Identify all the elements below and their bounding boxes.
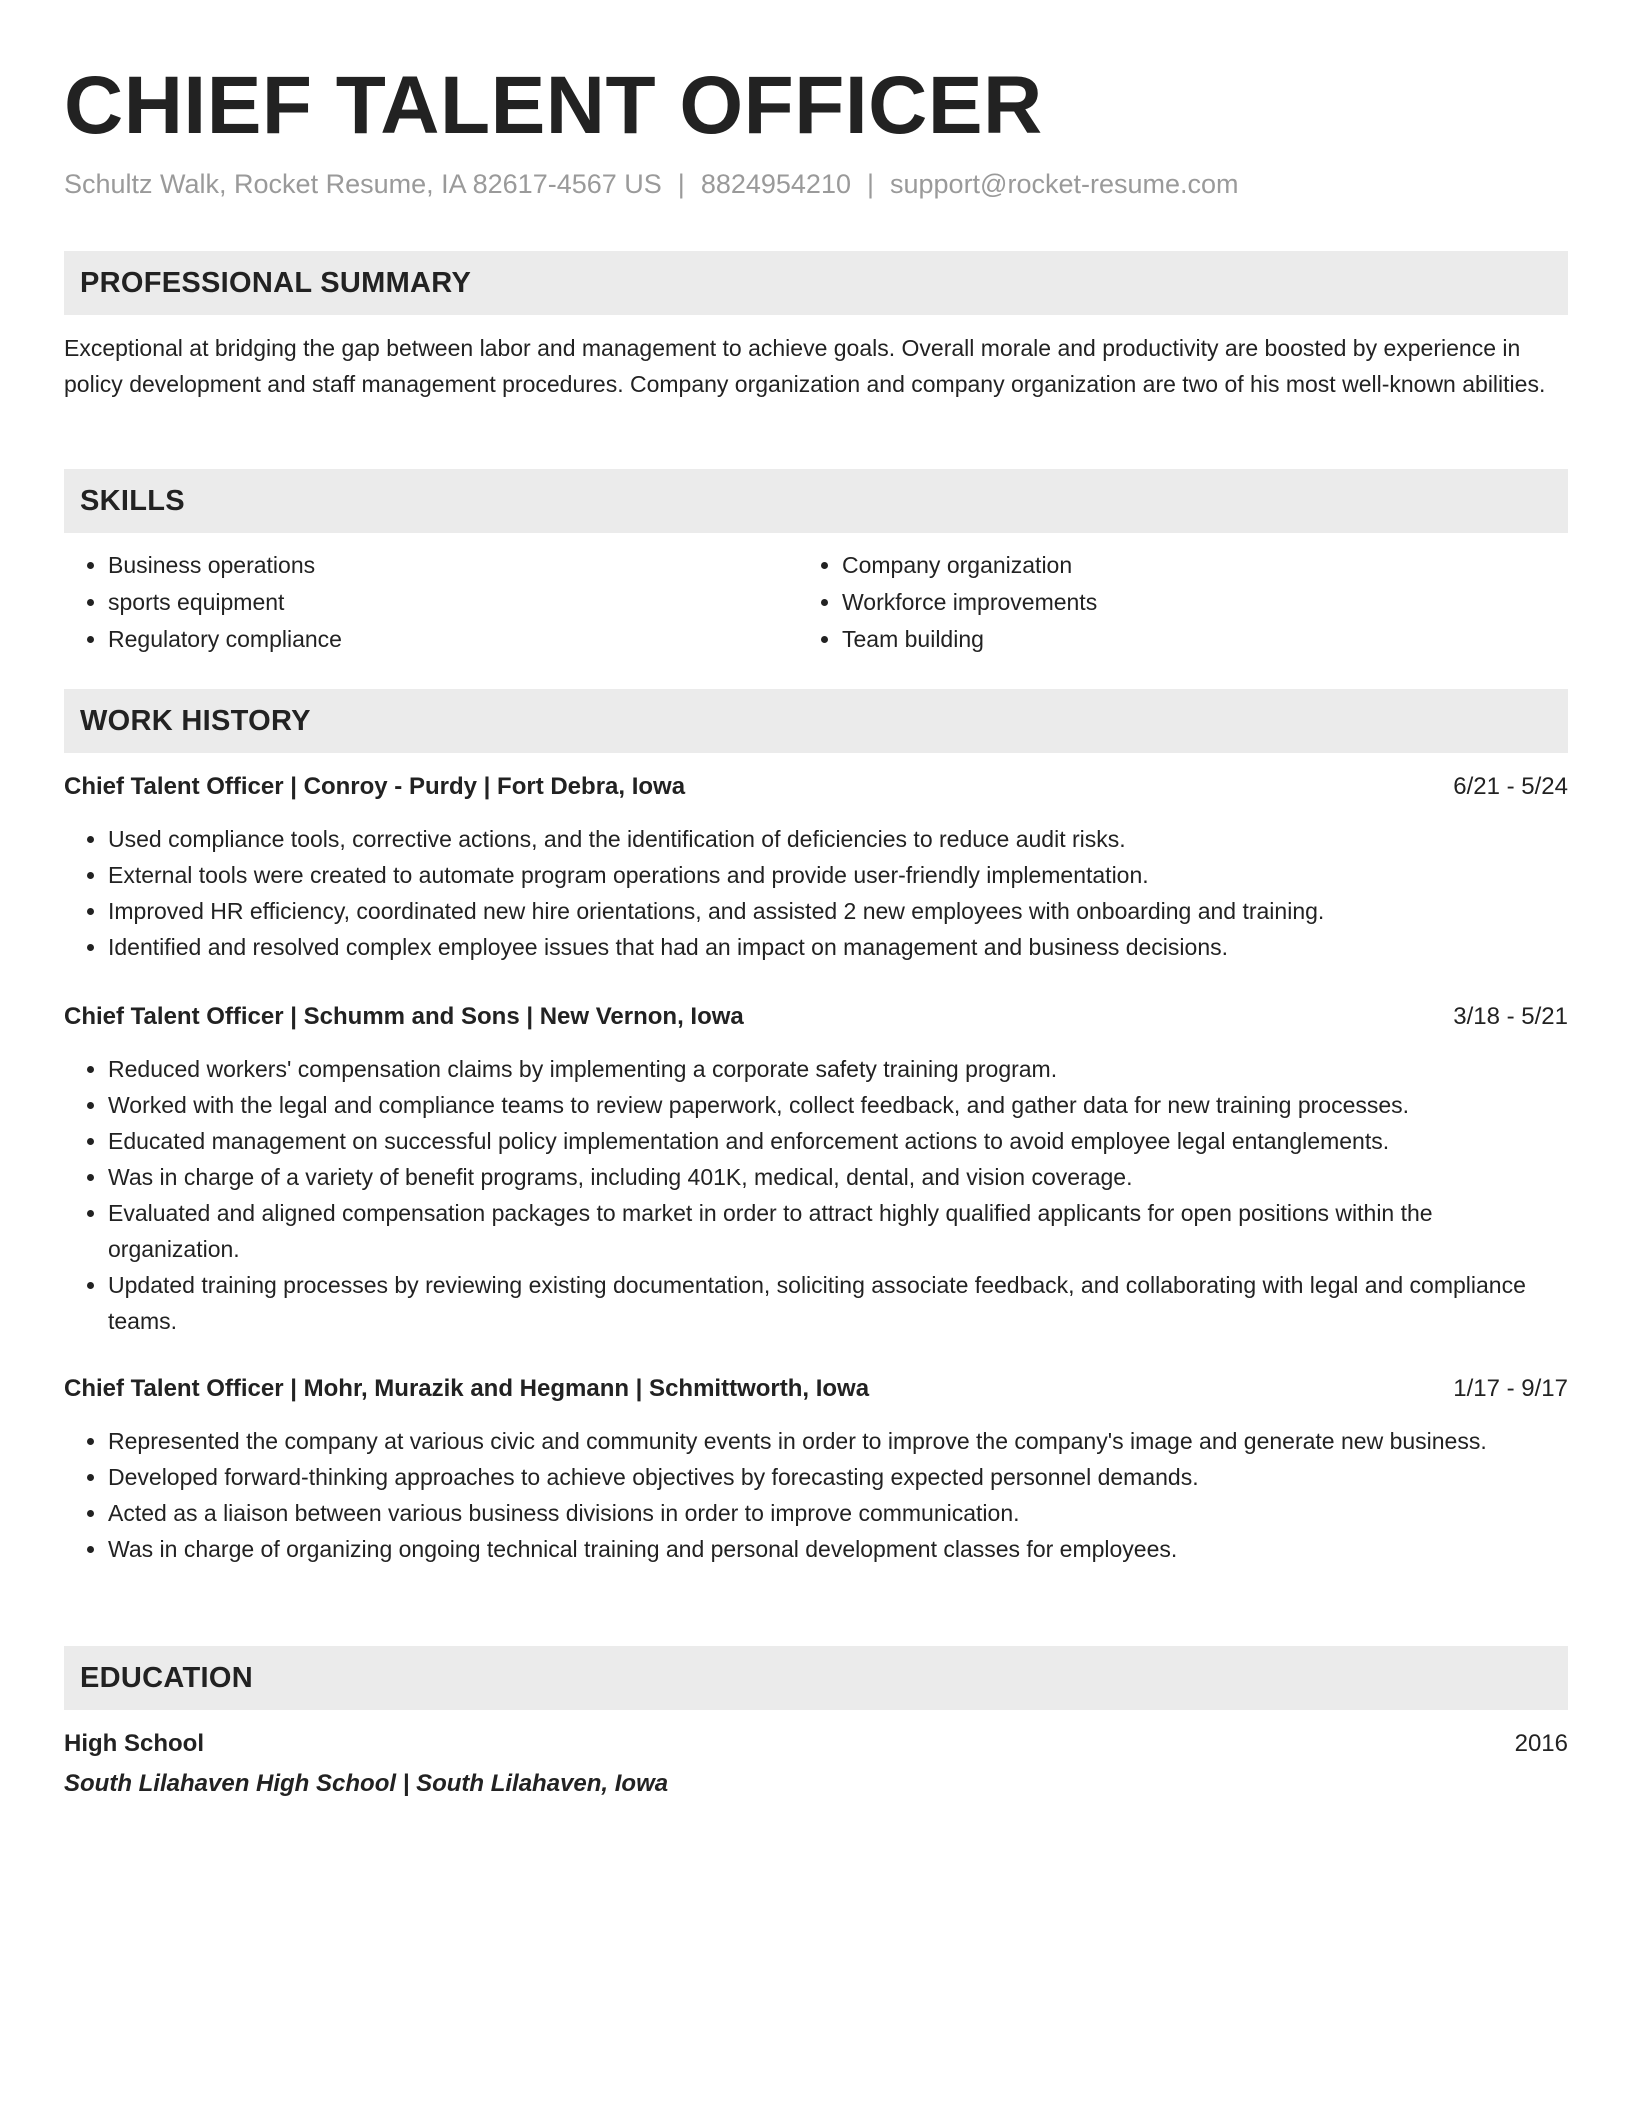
job-bullet: • Educated management on successful policy implementation and enforcement actions to avoid employee legal entanglements.	[108, 1123, 1568, 1159]
job-header	[64, 1371, 1568, 1407]
section-heading-skills: SKILLS	[64, 469, 1568, 533]
job-bullet: • Improved HR efficiency, coordinated new hire orientations, and assisted 2 new employees with onboarding and training.	[108, 893, 1568, 929]
email-link[interactable]: support@rocket-resume.com	[890, 169, 1239, 199]
education-degree: High School	[64, 1730, 204, 1757]
address-text: Schultz Walk, Rocket Resume, IA 82617-4567 US	[64, 169, 662, 199]
job-header	[64, 999, 1568, 1035]
job-bullet: • Represented the company at various civic and community events in order to improve the company's image and generate new business.	[108, 1423, 1568, 1459]
section-heading-summary: PROFESSIONAL SUMMARY	[64, 251, 1568, 315]
job-dates: 1/17 - 9/17	[1453, 1375, 1568, 1402]
job-bullet: • Identified and resolved complex employee issues that had an impact on management and business decisions.	[108, 929, 1568, 965]
job-bullet: • Acted as a liaison between various business divisions in order to improve communication.	[108, 1495, 1568, 1531]
job-title: Chief Talent Officer | Conroy - Purdy | Fort Debra, Iowa	[64, 773, 686, 800]
section-heading-education: EDUCATION	[64, 1646, 1568, 1710]
job-bullet: • Used compliance tools, corrective actions, and the identification of deficiencies to reduce audit risks.	[108, 821, 1568, 857]
job-bullet: • Updated training processes by reviewing existing documentation, soliciting associate feedback, and collaborating with legal and compliance teams.	[108, 1267, 1568, 1339]
skill-item: • Regulatory compliance	[108, 621, 808, 658]
job-dates: 3/18 - 5/21	[1453, 1003, 1568, 1030]
skills-list-left	[64, 547, 808, 658]
skill-item: • Business operations	[108, 547, 808, 584]
phone-text: 8824954210	[700, 169, 851, 199]
contact-line	[64, 166, 1239, 202]
job-bullet: • Evaluated and aligned compensation packages to market in order to attract highly qualified applicants for open positions within the organization.	[108, 1195, 1568, 1267]
contact-separator: |	[677, 169, 685, 199]
section-heading-work: WORK HISTORY	[64, 689, 1568, 753]
job-bullet: • Was in charge of a variety of benefit programs, including 401K, medical, dental, and vision coverage.	[108, 1159, 1568, 1195]
skill-item: • Workforce improvements	[842, 584, 1542, 621]
skills-list-right	[798, 547, 1542, 658]
job-bullet: • Developed forward-thinking approaches to achieve objectives by forecasting expected personnel demands.	[108, 1459, 1568, 1495]
job-bullet: • Was in charge of organizing ongoing technical training and personal development classes for employees.	[108, 1531, 1568, 1567]
education-year: 2016	[1514, 1730, 1568, 1757]
summary-text: Exceptional at bridging the gap between labor and management to achieve goals. Overall morale and productivity are boosted by experience in policy development and staff management procedures. Company organization and company organization are two of his most well-known abilities.	[64, 335, 1546, 397]
job-bullet: • Worked with the legal and compliance teams to review paperwork, collect feedback, and gather data for new training processes.	[108, 1087, 1568, 1123]
job-title: Chief Talent Officer | Schumm and Sons | New Vernon, Iowa	[64, 1003, 744, 1030]
skill-item: • Team building	[842, 621, 1542, 658]
skill-item: • sports equipment	[108, 584, 808, 621]
education-header	[64, 1726, 1568, 1762]
job-bullets	[64, 1051, 1568, 1339]
job-bullet: • External tools were created to automate program operations and provide user-friendly implementation.	[108, 857, 1568, 893]
job-title: Chief Talent Officer | Mohr, Murazik and Hegmann | Schmittworth, Iowa	[64, 1375, 870, 1402]
resume-title: CHIEF TALENT OFFICER	[64, 60, 1043, 151]
skill-item: • Company organization	[842, 547, 1542, 584]
job-bullets	[64, 821, 1568, 965]
job-bullets	[64, 1423, 1568, 1567]
education-school: South Lilahaven High School | South Lilahaven, Iowa	[64, 1770, 669, 1797]
contact-separator: |	[866, 169, 874, 199]
job-header	[64, 769, 1568, 805]
job-dates: 6/21 - 5/24	[1453, 773, 1568, 800]
job-bullet: • Reduced workers' compensation claims by implementing a corporate safety training program.	[108, 1051, 1568, 1087]
